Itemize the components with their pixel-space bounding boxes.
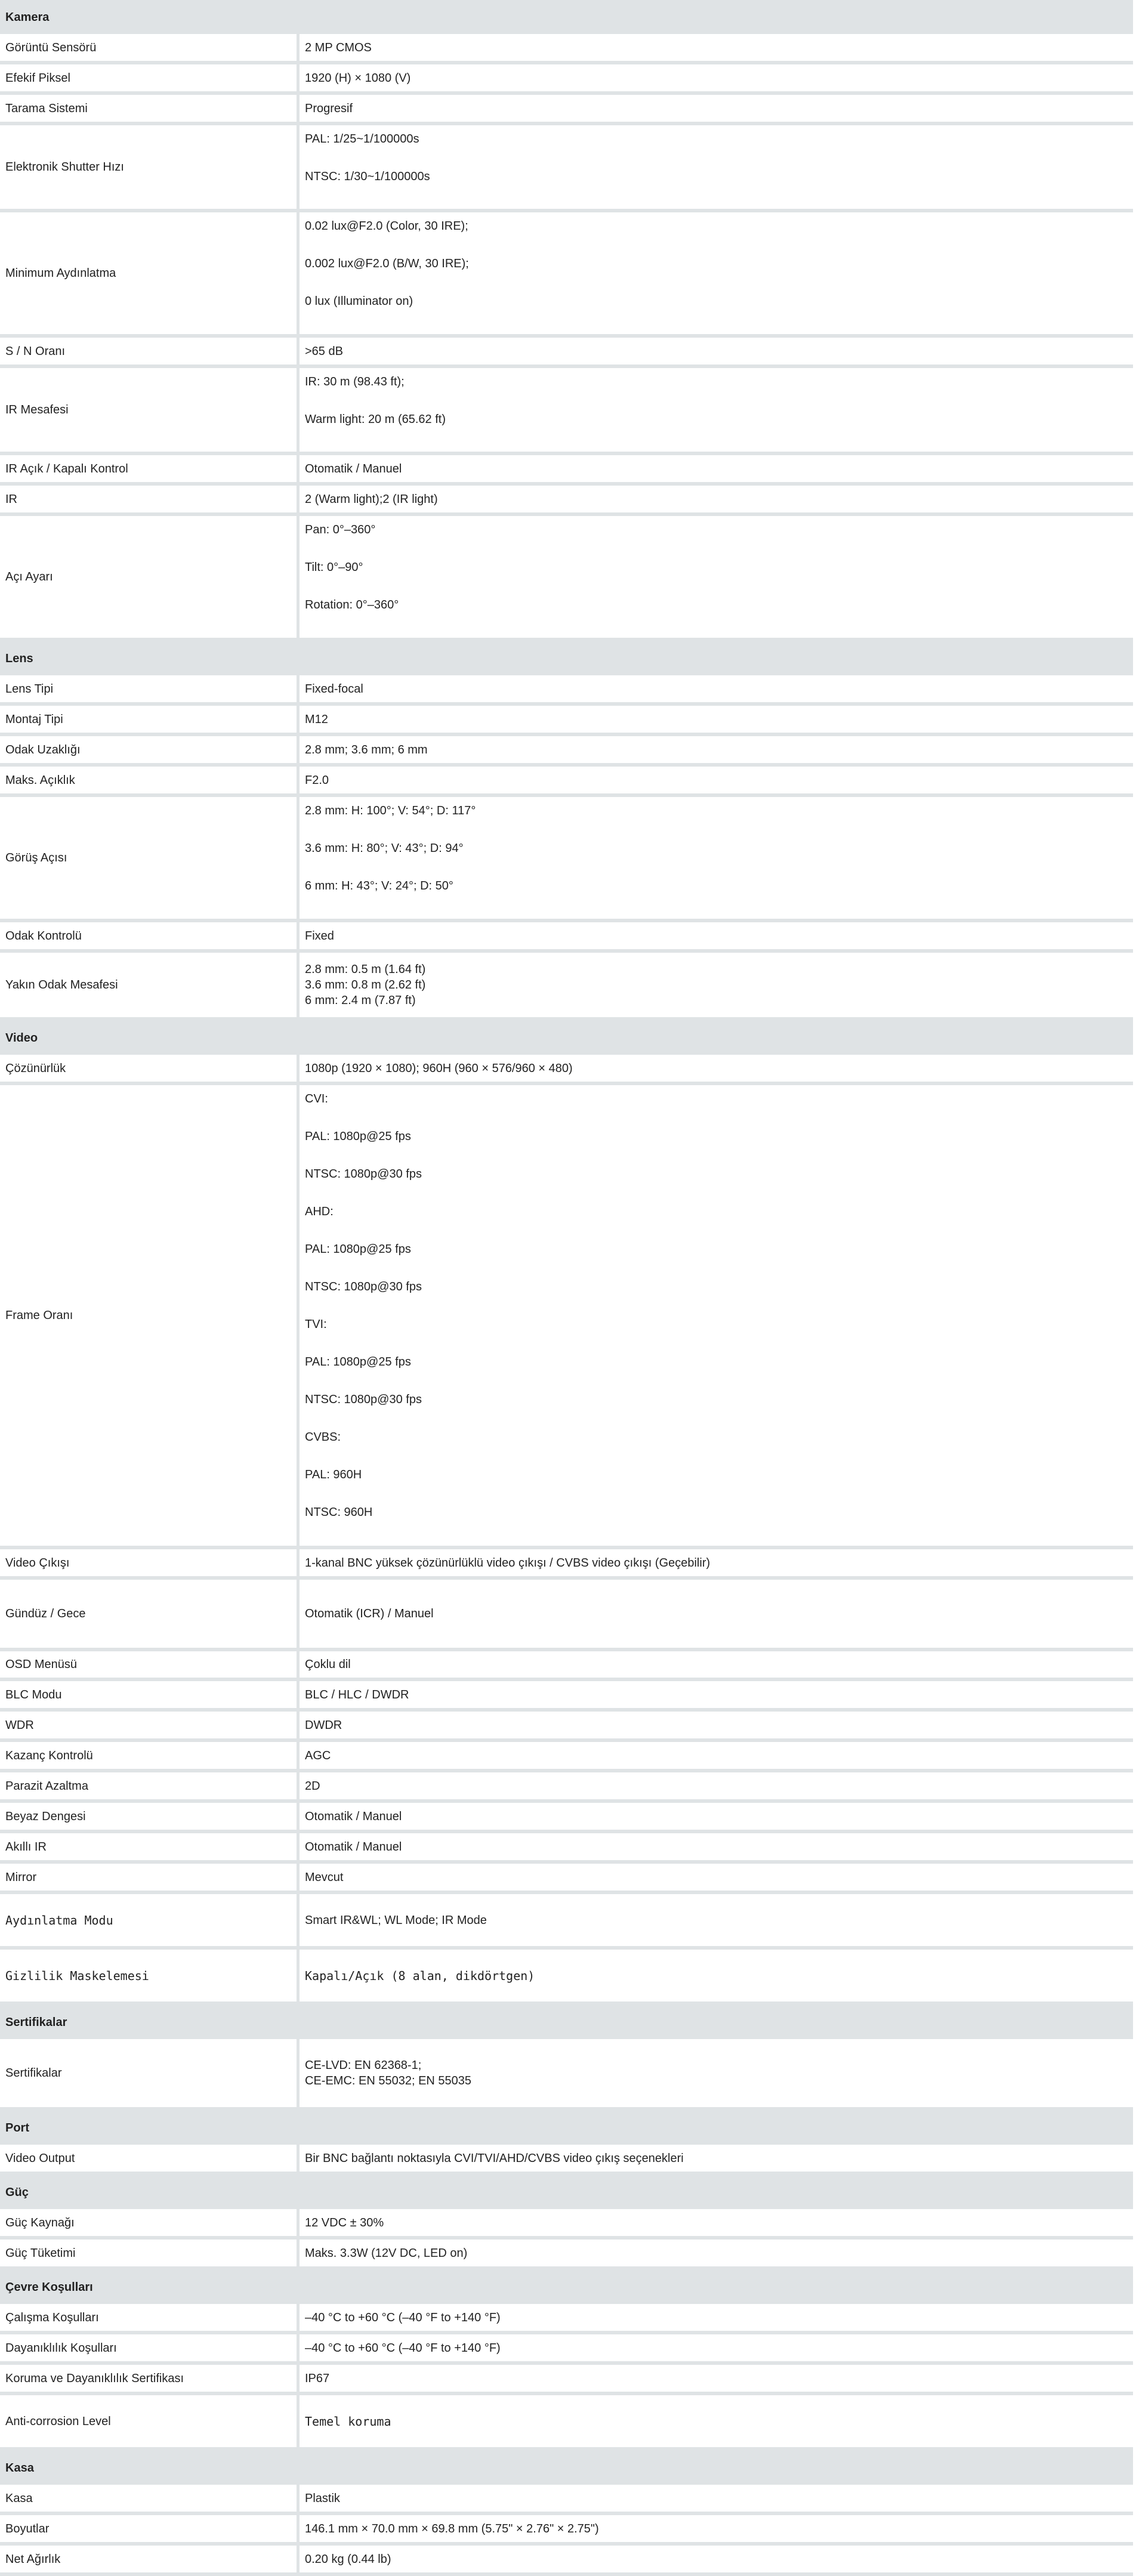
spec-row: [0, 455, 1133, 486]
spec-value-line: Fixed: [305, 929, 334, 943]
spec-value-line: AGC: [305, 1749, 331, 1762]
spec-value-guc-tuketimi: [300, 2240, 1133, 2270]
spec-label-tarama-sistemi: Tarama Sistemi: [0, 95, 300, 125]
section-title: Kamera: [0, 0, 1133, 34]
spec-row: [0, 2334, 1133, 2365]
spec-value-anti-corrosion-level: [300, 2395, 1133, 2451]
spec-row: [0, 2365, 1133, 2395]
section-title: Lens: [0, 641, 1133, 675]
spec-value-line: Kapalı/Açık (8 alan, dikdörtgen): [305, 1968, 535, 1983]
spec-value-line: CE-LVD: EN 62368-1;: [305, 2059, 422, 2072]
spec-value-line: –40 °C to +60 °C (–40 °F to +140 °F): [305, 2341, 501, 2355]
section-title: Sertifikalar: [0, 2005, 1133, 2039]
spec-value-line: 12 VDC ± 30%: [305, 2216, 384, 2229]
spec-label-kasa: Kasa: [0, 2485, 300, 2515]
spec-row: [0, 1681, 1133, 1712]
spec-label-blc-modu: BLC Modu: [0, 1681, 300, 1712]
spec-value-line: 2 (Warm light);2 (IR light): [305, 492, 438, 506]
section-header-lens: [0, 641, 1133, 675]
spec-value-line: F2.0: [305, 773, 329, 787]
spec-row: [0, 953, 1133, 1021]
spec-row: [0, 1772, 1133, 1803]
spec-value-line: Plastik: [305, 2491, 340, 2505]
spec-label-aydinlatma-modu: Aydınlatma Modu: [0, 1894, 300, 1950]
spec-label-akilli-ir: Akıllı IR: [0, 1833, 300, 1864]
spec-value-line: 3.6 mm: H: 80°; V: 43°; D: 94°: [305, 842, 464, 855]
spec-value-line: IR: 30 m (98.43 ft);: [305, 375, 405, 388]
spec-label-dayaniklilik-kosullari: Dayanıklılık Koşulları: [0, 2334, 300, 2365]
spec-label-elektronik-shutter-hizi: Elektronik Shutter Hızı: [0, 125, 300, 212]
spec-row: [0, 1549, 1133, 1580]
spec-row: [0, 368, 1133, 455]
spec-label-frame-orani: Frame Oranı: [0, 1085, 300, 1549]
spec-row: [0, 1085, 1133, 1549]
spec-value-line: CVI:: [305, 1092, 328, 1105]
spec-label-sertifikalar: Sertifikalar: [0, 2039, 300, 2111]
spec-value-net-agirlik: [300, 2546, 1133, 2576]
spec-label-s-n-orani: S / N Oranı: [0, 338, 300, 368]
spec-value-line: BLC / HLC / DWDR: [305, 1688, 409, 1701]
spec-row: [0, 706, 1133, 736]
spec-label-kazanc-kontrolu: Kazanç Kontrolü: [0, 1742, 300, 1772]
spec-value-line: Temel koruma: [305, 2414, 391, 2429]
spec-value-line: 1-kanal BNC yüksek çözünürlüklü video çıkışı / CVBS video çıkışı (Geçebilir): [305, 1556, 711, 1570]
spec-value-line: Fixed-focal: [305, 682, 363, 696]
spec-value-line: PAL: 1080p@25 fps: [305, 1355, 411, 1369]
spec-row: [0, 486, 1133, 516]
spec-value-kasa: [300, 2485, 1133, 2515]
spec-value-line: Warm light: 20 m (65.62 ft): [305, 413, 446, 426]
spec-label-parazit-azaltma: Parazit Azaltma: [0, 1772, 300, 1803]
spec-value-goruntu-sensoru: [300, 34, 1133, 64]
spec-value-line: Progresif: [305, 101, 353, 115]
spec-value-gunduz-gece: [300, 1580, 1133, 1651]
spec-label-calisma-kosullari: Çalışma Koşulları: [0, 2304, 300, 2334]
spec-value-line: PAL: 1/25~1/100000s: [305, 132, 419, 146]
spec-label-video-output: Video Output: [0, 2145, 300, 2175]
spec-value-line: Rotation: 0°–360°: [305, 598, 399, 611]
spec-value-line: PAL: 1080p@25 fps: [305, 1130, 411, 1143]
spec-label-guc-kaynagi: Güç Kaynağı: [0, 2209, 300, 2240]
section-header-kasa: [0, 2451, 1133, 2485]
spec-value-efekif-piksel: [300, 64, 1133, 95]
spec-label-lens-tipi: Lens Tipi: [0, 675, 300, 706]
spec-row: [0, 95, 1133, 125]
spec-row: [0, 922, 1133, 953]
spec-label-maks-aciklik: Maks. Açıklık: [0, 767, 300, 797]
spec-value-line: Otomatik (ICR) / Manuel: [305, 1607, 434, 1620]
spec-value-minimum-aydinlatma: [300, 212, 1133, 338]
spec-label-aci-ayari: Açı Ayarı: [0, 516, 300, 641]
spec-row: [0, 1950, 1133, 2005]
spec-row: [0, 2395, 1133, 2451]
spec-row: [0, 1864, 1133, 1894]
spec-value-line: NTSC: 1/30~1/100000s: [305, 170, 430, 183]
spec-value-line: 0.002 lux@F2.0 (B/W, 30 IRE);: [305, 257, 469, 270]
spec-value-line: PAL: 960H: [305, 1468, 362, 1481]
spec-value-gorus-acisi: [300, 797, 1133, 922]
spec-value-sertifikalar: [300, 2039, 1133, 2111]
spec-value-line: 6 mm: H: 43°; V: 24°; D: 50°: [305, 879, 453, 892]
spec-value-s-n-orani: [300, 338, 1133, 368]
spec-value-line: Maks. 3.3W (12V DC, LED on): [305, 2246, 468, 2260]
spec-value-odak-uzakligi: [300, 736, 1133, 767]
spec-label-odak-kontrolu: Odak Kontrolü: [0, 922, 300, 953]
spec-value-line: 2.8 mm: 0.5 m (1.64 ft): [305, 963, 426, 976]
spec-value-line: M12: [305, 712, 328, 726]
spec-value-line: Çoklu dil: [305, 1658, 351, 1671]
spec-row: [0, 64, 1133, 95]
spec-row: [0, 125, 1133, 212]
spec-label-gizlilik-maskelemesi: Gizlilik Maskelemesi: [0, 1950, 300, 2005]
spec-value-line: 0.20 kg (0.44 lb): [305, 2552, 391, 2566]
spec-value-ir-acik-kapali-kontrol: [300, 455, 1133, 486]
spec-row: [0, 1712, 1133, 1742]
spec-value-maks-aciklik: [300, 767, 1133, 797]
spec-row: [0, 34, 1133, 64]
spec-label-net-agirlik: Net Ağırlık: [0, 2546, 300, 2576]
spec-value-guc-kaynagi: [300, 2209, 1133, 2240]
spec-row: [0, 1651, 1133, 1681]
spec-value-calisma-kosullari: [300, 2304, 1133, 2334]
spec-value-odak-kontrolu: [300, 922, 1133, 953]
spec-value-aydinlatma-modu: [300, 1894, 1133, 1950]
spec-row: [0, 2145, 1133, 2175]
section-header-sertifikalar: [0, 2005, 1133, 2039]
spec-value-aci-ayari: [300, 516, 1133, 641]
spec-label-minimum-aydinlatma: Minimum Aydınlatma: [0, 212, 300, 338]
spec-label-gunduz-gece: Gündüz / Gece: [0, 1580, 300, 1651]
spec-value-dayaniklilik-kosullari: [300, 2334, 1133, 2365]
spec-value-line: Otomatik / Manuel: [305, 1840, 402, 1854]
spec-label-yakin-odak-mesafesi: Yakın Odak Mesafesi: [0, 953, 300, 1021]
section-header-port: [0, 2111, 1133, 2145]
spec-value-line: Otomatik / Manuel: [305, 462, 402, 475]
spec-label-ir-acik-kapali-kontrol: IR Açık / Kapalı Kontrol: [0, 455, 300, 486]
spec-value-line: CE-EMC: EN 55032; EN 55035: [305, 2074, 472, 2087]
spec-label-video-cikisi: Video Çıkışı: [0, 1549, 300, 1580]
spec-value-line: Pan: 0°–360°: [305, 523, 376, 536]
spec-row: [0, 1803, 1133, 1833]
spec-value-mirror: [300, 1864, 1133, 1894]
spec-value-line: NTSC: 1080p@30 fps: [305, 1167, 422, 1181]
spec-value-line: AHD:: [305, 1205, 334, 1218]
section-header-kamera: [0, 0, 1133, 34]
spec-value-video-cikisi: [300, 1549, 1133, 1580]
spec-value-yakin-odak-mesafesi: [300, 953, 1133, 1021]
spec-value-tarama-sistemi: [300, 95, 1133, 125]
spec-label-gorus-acisi: Görüş Açısı: [0, 797, 300, 922]
spec-value-line: 2 MP CMOS: [305, 41, 372, 54]
spec-value-line: NTSC: 1080p@30 fps: [305, 1393, 422, 1406]
spec-row: [0, 516, 1133, 641]
spec-value-line: 1080p (1920 × 1080); 960H (960 × 576/960 × 480): [305, 1061, 573, 1075]
spec-row: [0, 736, 1133, 767]
spec-label-cozunurluk: Çözünürlük: [0, 1055, 300, 1085]
spec-value-line: Mevcut: [305, 1870, 344, 1884]
spec-value-ir-mesafesi: [300, 368, 1133, 455]
section-header-cevre-kosullari: [0, 2270, 1133, 2304]
spec-label-ir-mesafesi: IR Mesafesi: [0, 368, 300, 455]
spec-row: [0, 675, 1133, 706]
spec-value-video-output: [300, 2145, 1133, 2175]
spec-value-line: Smart IR&WL; WL Mode; IR Mode: [305, 1913, 487, 1927]
spec-value-line: 1920 (H) × 1080 (V): [305, 71, 411, 85]
spec-value-line: Bir BNC bağlantı noktasıyla CVI/TVI/AHD/CVBS video çıkış seçenekleri: [305, 2151, 684, 2165]
spec-value-elektronik-shutter-hizi: [300, 125, 1133, 212]
spec-value-line: NTSC: 1080p@30 fps: [305, 1280, 422, 1293]
spec-value-line: 3.6 mm: 0.8 m (2.62 ft): [305, 978, 426, 992]
spec-label-montaj-tipi: Montaj Tipi: [0, 706, 300, 736]
spec-value-blc-modu: [300, 1681, 1133, 1712]
spec-label-goruntu-sensoru: Görüntü Sensörü: [0, 34, 300, 64]
spec-value-ir: [300, 486, 1133, 516]
spec-row: [0, 2039, 1133, 2111]
spec-label-guc-tuketimi: Güç Tüketimi: [0, 2240, 300, 2270]
spec-row: [0, 2485, 1133, 2515]
spec-row: [0, 2546, 1133, 2576]
spec-value-line: 0.02 lux@F2.0 (Color, 30 IRE);: [305, 220, 468, 233]
section-header-guc: [0, 2175, 1133, 2209]
section-title: Kasa: [0, 2451, 1133, 2485]
spec-value-frame-orani: [300, 1085, 1133, 1549]
spec-value-akilli-ir: [300, 1833, 1133, 1864]
spec-row: [0, 797, 1133, 922]
spec-row: [0, 1580, 1133, 1651]
spec-value-line: DWDR: [305, 1718, 342, 1732]
spec-value-line: PAL: 1080p@25 fps: [305, 1243, 411, 1256]
spec-label-wdr: WDR: [0, 1712, 300, 1742]
spec-value-gizlilik-maskelemesi: [300, 1950, 1133, 2005]
spec-row: [0, 212, 1133, 338]
spec-row: [0, 1894, 1133, 1950]
spec-row: [0, 338, 1133, 368]
spec-value-line: NTSC: 960H: [305, 1506, 373, 1519]
section-title: Çevre Koşulları: [0, 2270, 1133, 2304]
spec-row: [0, 2209, 1133, 2240]
spec-row: [0, 1742, 1133, 1772]
spec-value-line: 2.8 mm; 3.6 mm; 6 mm: [305, 743, 428, 756]
spec-row: [0, 767, 1133, 797]
spec-value-line: 146.1 mm × 70.0 mm × 69.8 mm (5.75" × 2.76" × 2.75"): [305, 2522, 599, 2535]
spec-label-koruma-ve-dayaniklilik-sertifikasi: Koruma ve Dayanıklılık Sertifikası: [0, 2365, 300, 2395]
spec-value-osd-menusu: [300, 1651, 1133, 1681]
spec-row: [0, 2515, 1133, 2546]
spec-value-wdr: [300, 1712, 1133, 1742]
spec-value-montaj-tipi: [300, 706, 1133, 736]
spec-value-lens-tipi: [300, 675, 1133, 706]
spec-value-line: Tilt: 0°–90°: [305, 561, 363, 574]
spec-value-line: TVI:: [305, 1318, 327, 1331]
spec-value-line: 6 mm: 2.4 m (7.87 ft): [305, 994, 416, 1007]
spec-value-kazanc-kontrolu: [300, 1742, 1133, 1772]
spec-row: [0, 2304, 1133, 2334]
spec-row: [0, 1833, 1133, 1864]
spec-value-line: –40 °C to +60 °C (–40 °F to +140 °F): [305, 2311, 501, 2324]
section-header-video: [0, 1021, 1133, 1055]
spec-value-boyutlar: [300, 2515, 1133, 2546]
section-title: Güç: [0, 2175, 1133, 2209]
spec-label-ir: IR: [0, 486, 300, 516]
spec-label-anti-corrosion-level: Anti-corrosion Level: [0, 2395, 300, 2451]
spec-label-osd-menusu: OSD Menüsü: [0, 1651, 300, 1681]
section-title: Video: [0, 1021, 1133, 1055]
spec-value-koruma-ve-dayaniklilik-sertifikasi: [300, 2365, 1133, 2395]
spec-value-line: >65 dB: [305, 344, 343, 358]
spec-value-line: 2D: [305, 1779, 320, 1793]
spec-label-boyutlar: Boyutlar: [0, 2515, 300, 2546]
spec-value-line: 0 lux (Illuminator on): [305, 295, 413, 308]
spec-label-odak-uzakligi: Odak Uzaklığı: [0, 736, 300, 767]
spec-value-line: IP67: [305, 2371, 330, 2385]
spec-value-line: 2.8 mm: H: 100°; V: 54°; D: 117°: [305, 804, 476, 817]
spec-label-beyaz-dengesi: Beyaz Dengesi: [0, 1803, 300, 1833]
spec-row: [0, 2240, 1133, 2270]
spec-value-line: Otomatik / Manuel: [305, 1809, 402, 1823]
spec-row: [0, 1055, 1133, 1085]
spec-value-beyaz-dengesi: [300, 1803, 1133, 1833]
spec-value-line: CVBS:: [305, 1431, 341, 1444]
spec-value-cozunurluk: [300, 1055, 1133, 1085]
spec-label-mirror: Mirror: [0, 1864, 300, 1894]
spec-value-parazit-azaltma: [300, 1772, 1133, 1803]
section-title: Port: [0, 2111, 1133, 2145]
spec-label-efekif-piksel: Efekif Piksel: [0, 64, 300, 95]
